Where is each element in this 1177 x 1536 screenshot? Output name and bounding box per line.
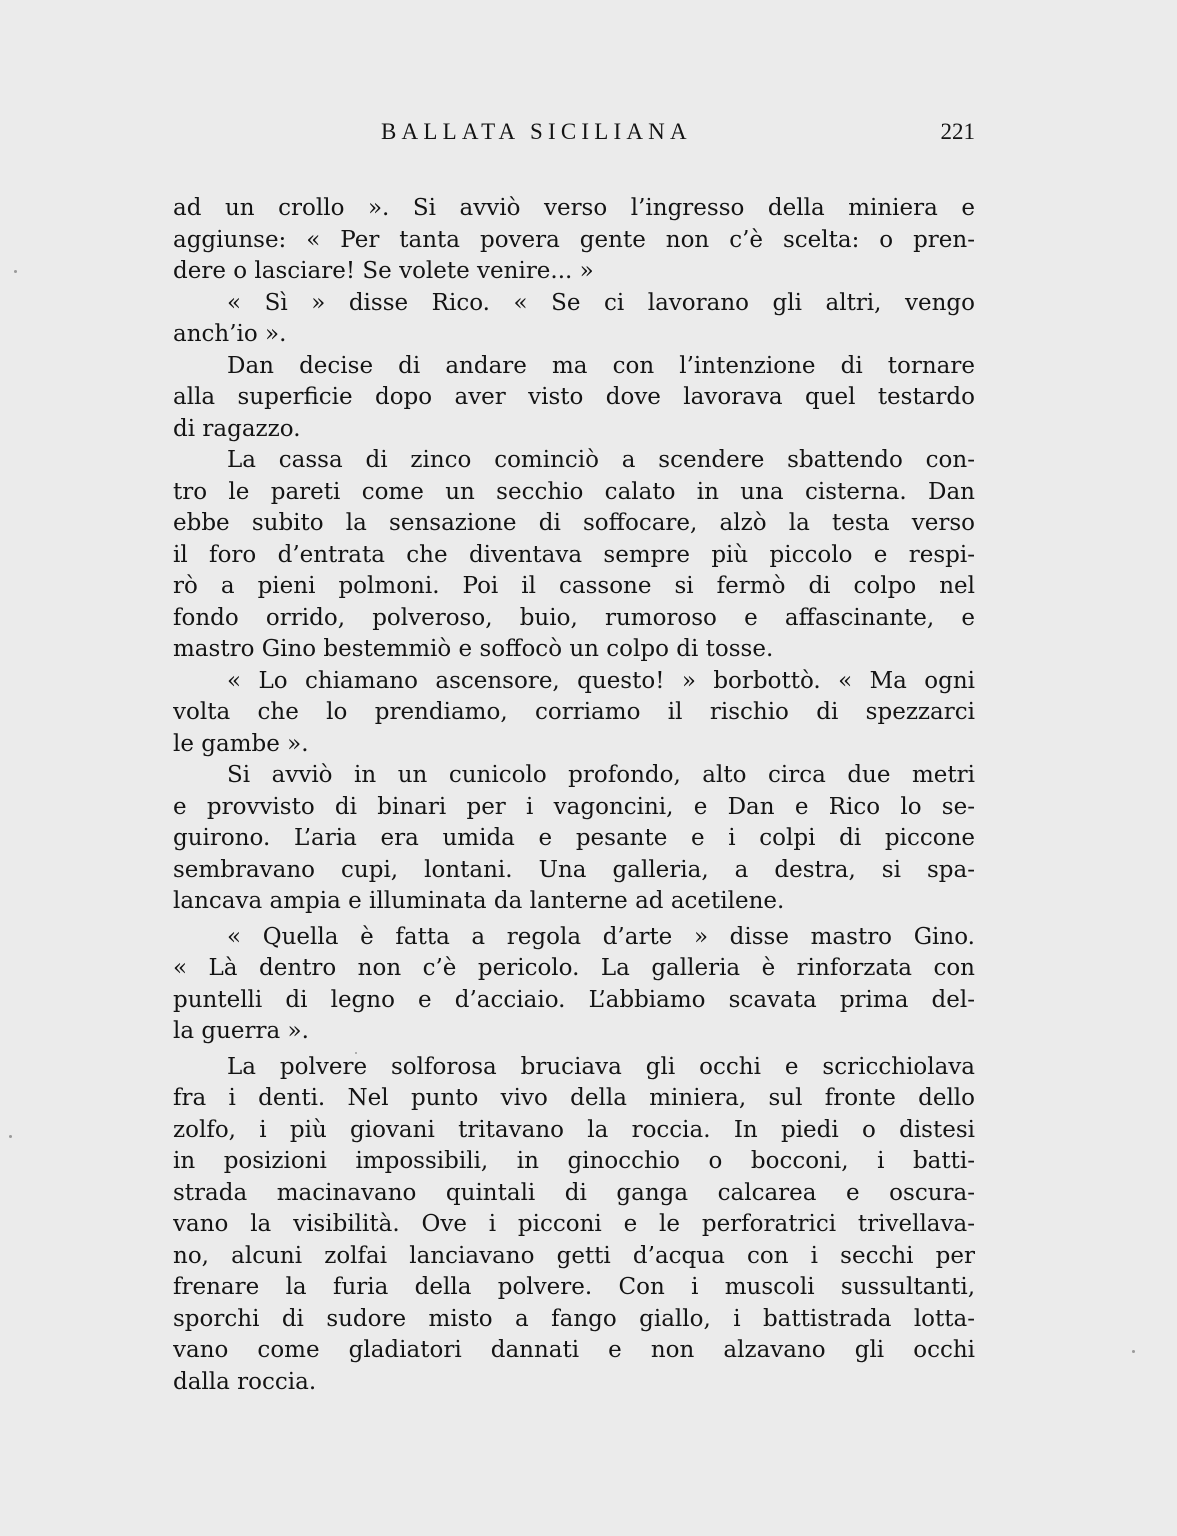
text-line: tro le pareti come un secchio calato in una cisterna. Dan xyxy=(173,478,975,505)
text-line: il foro d’entrata che diventava sempre più piccolo e respi- xyxy=(173,541,975,568)
text-line: in posizioni impossibili, in ginocchio o bocconi, i batti- xyxy=(173,1148,975,1174)
running-title: BALLATA SICILIANA xyxy=(381,119,692,144)
text-line: strada macinavano quintali di ganga calcarea e oscura- xyxy=(173,1179,975,1206)
text-line: vano come gladiatori dannati e non alzavano gli occhi xyxy=(173,1337,975,1363)
text-line: vano la visibilità. Ove i picconi e le perforatrici trivellava- xyxy=(173,1211,975,1237)
text-line: La cassa di zinco cominciò a scendere sbattendo con- xyxy=(227,447,975,473)
text-line: fra i denti. Nel punto vivo della miniera, sul fronte dello xyxy=(173,1085,975,1111)
paper-speck xyxy=(9,1135,12,1138)
text-line: zolfo, i più giovani tritavano la roccia. In piedi o distesi xyxy=(173,1116,975,1143)
paper-speck xyxy=(14,270,17,273)
text-line: fondo orrido, polveroso, buio, rumoroso e affascinante, e xyxy=(173,604,975,631)
text-line: alla superficie dopo aver visto dove lavorava quel testardo xyxy=(173,384,975,410)
text-line: di ragazzo. xyxy=(173,415,301,442)
text-line: guirono. L’aria era umida e pesante e i colpi di piccone xyxy=(173,825,975,851)
text-line: « Là dentro non c’è pericolo. La galleria è rinforzata con xyxy=(173,955,975,981)
text-line: « Sì » disse Rico. « Se ci lavorano gli altri, vengo xyxy=(227,289,975,316)
page-number: 221 xyxy=(940,119,975,144)
text-line: lancava ampia e illuminata da lanterne ad acetilene. xyxy=(173,888,785,914)
text-line: « Quella è fatta a regola d’arte » disse mastro Gino. xyxy=(227,923,975,950)
text-line: frenare la furia della polvere. Con i muscoli sussultanti, xyxy=(173,1274,975,1300)
text-line: Dan decise di andare ma con l’intenzione di tornare xyxy=(227,352,975,379)
text-line: La polvere solforosa bruciava gli occhi e scricchiolava xyxy=(227,1053,975,1080)
text-line: ad un crollo ». Si avviò verso l’ingresso della miniera e xyxy=(173,195,975,221)
paper-speck xyxy=(1132,1350,1135,1353)
text-line: anch’io ». xyxy=(173,321,287,347)
text-line: puntelli di legno e d’acciaio. L’abbiamo scavata prima del- xyxy=(173,986,975,1013)
paper-speck xyxy=(355,1052,357,1054)
text-line: Si avviò in un cunicolo profondo, alto circa due metri xyxy=(227,762,975,788)
text-line: e provvisto di binari per i vagoncini, e Dan e Rico lo se- xyxy=(173,793,975,820)
text-line: ebbe subito la sensazione di soffocare, alzò la testa verso xyxy=(173,510,975,536)
text-line: no, alcuni zolfai lanciavano getti d’acqua con i secchi per xyxy=(173,1242,975,1269)
text-line: dalla roccia. xyxy=(173,1368,317,1395)
text-line: le gambe ». xyxy=(173,730,309,757)
text-line: sembravano cupi, lontani. Una galleria, a destra, si spa- xyxy=(173,856,975,883)
text-line: sporchi di sudore misto a fango giallo, i battistrada lotta- xyxy=(173,1305,975,1332)
body-text xyxy=(173,193,975,1398)
text-line: aggiunse: « Per tanta povera gente non c’è scelta: o pren- xyxy=(173,226,975,253)
text-line: volta che lo prendiamo, corriamo il rischio di spezzarci xyxy=(173,699,975,725)
text-line: dere o lasciare! Se volete venire... » xyxy=(173,258,594,284)
page-header xyxy=(173,117,975,147)
text-line: « Lo chiamano ascensore, questo! » borbottò. « Ma ogni xyxy=(227,667,975,694)
text-line: mastro Gino bestemmiò e soffocò un colpo di tosse. xyxy=(173,636,774,662)
text-line: la guerra ». xyxy=(173,1018,309,1044)
text-line: rò a pieni polmoni. Poi il cassone si fermò di colpo nel xyxy=(173,573,975,599)
